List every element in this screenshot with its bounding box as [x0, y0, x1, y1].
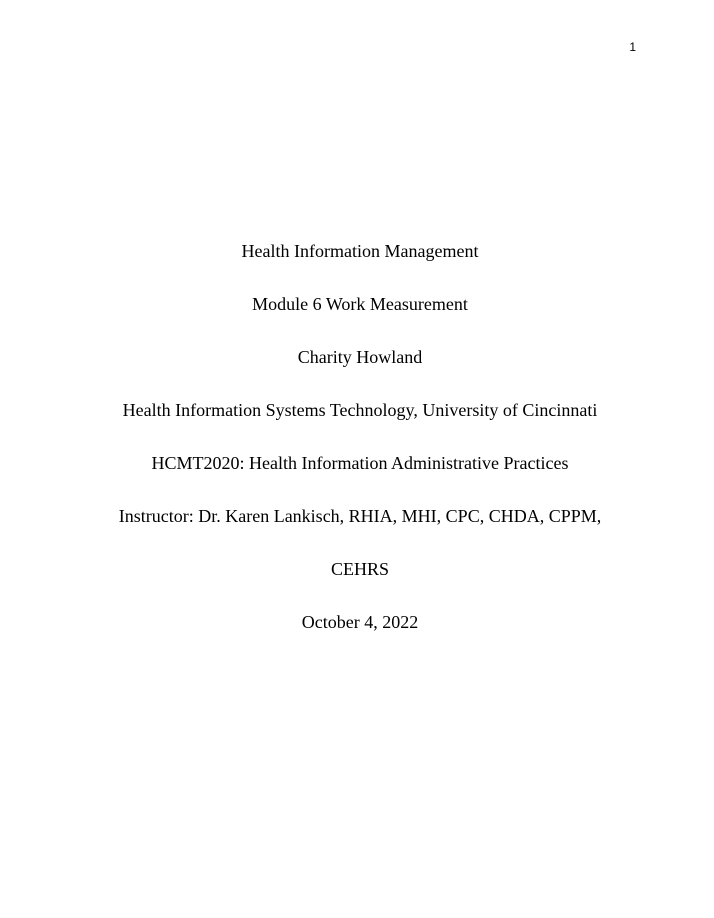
- paper-title: Health Information Management: [241, 241, 479, 261]
- due-date: October 4, 2022: [301, 612, 419, 632]
- title-page-block: [100, 238, 620, 662]
- instructor-credentials-continued: CEHRS: [330, 559, 390, 579]
- author-name: Charity Howland: [297, 347, 423, 367]
- instructor-name: Instructor: Dr. Karen Lankisch, RHIA, MHI, CPC, CHDA, CPPM,: [118, 506, 602, 526]
- paper-subtitle: Module 6 Work Measurement: [252, 294, 468, 314]
- course-name: HCMT2020: Health Information Administrative Practices: [151, 453, 569, 473]
- page-number: 1: [629, 40, 636, 54]
- institutional-affiliation: Health Information Systems Technology, University of Cincinnati: [122, 400, 598, 420]
